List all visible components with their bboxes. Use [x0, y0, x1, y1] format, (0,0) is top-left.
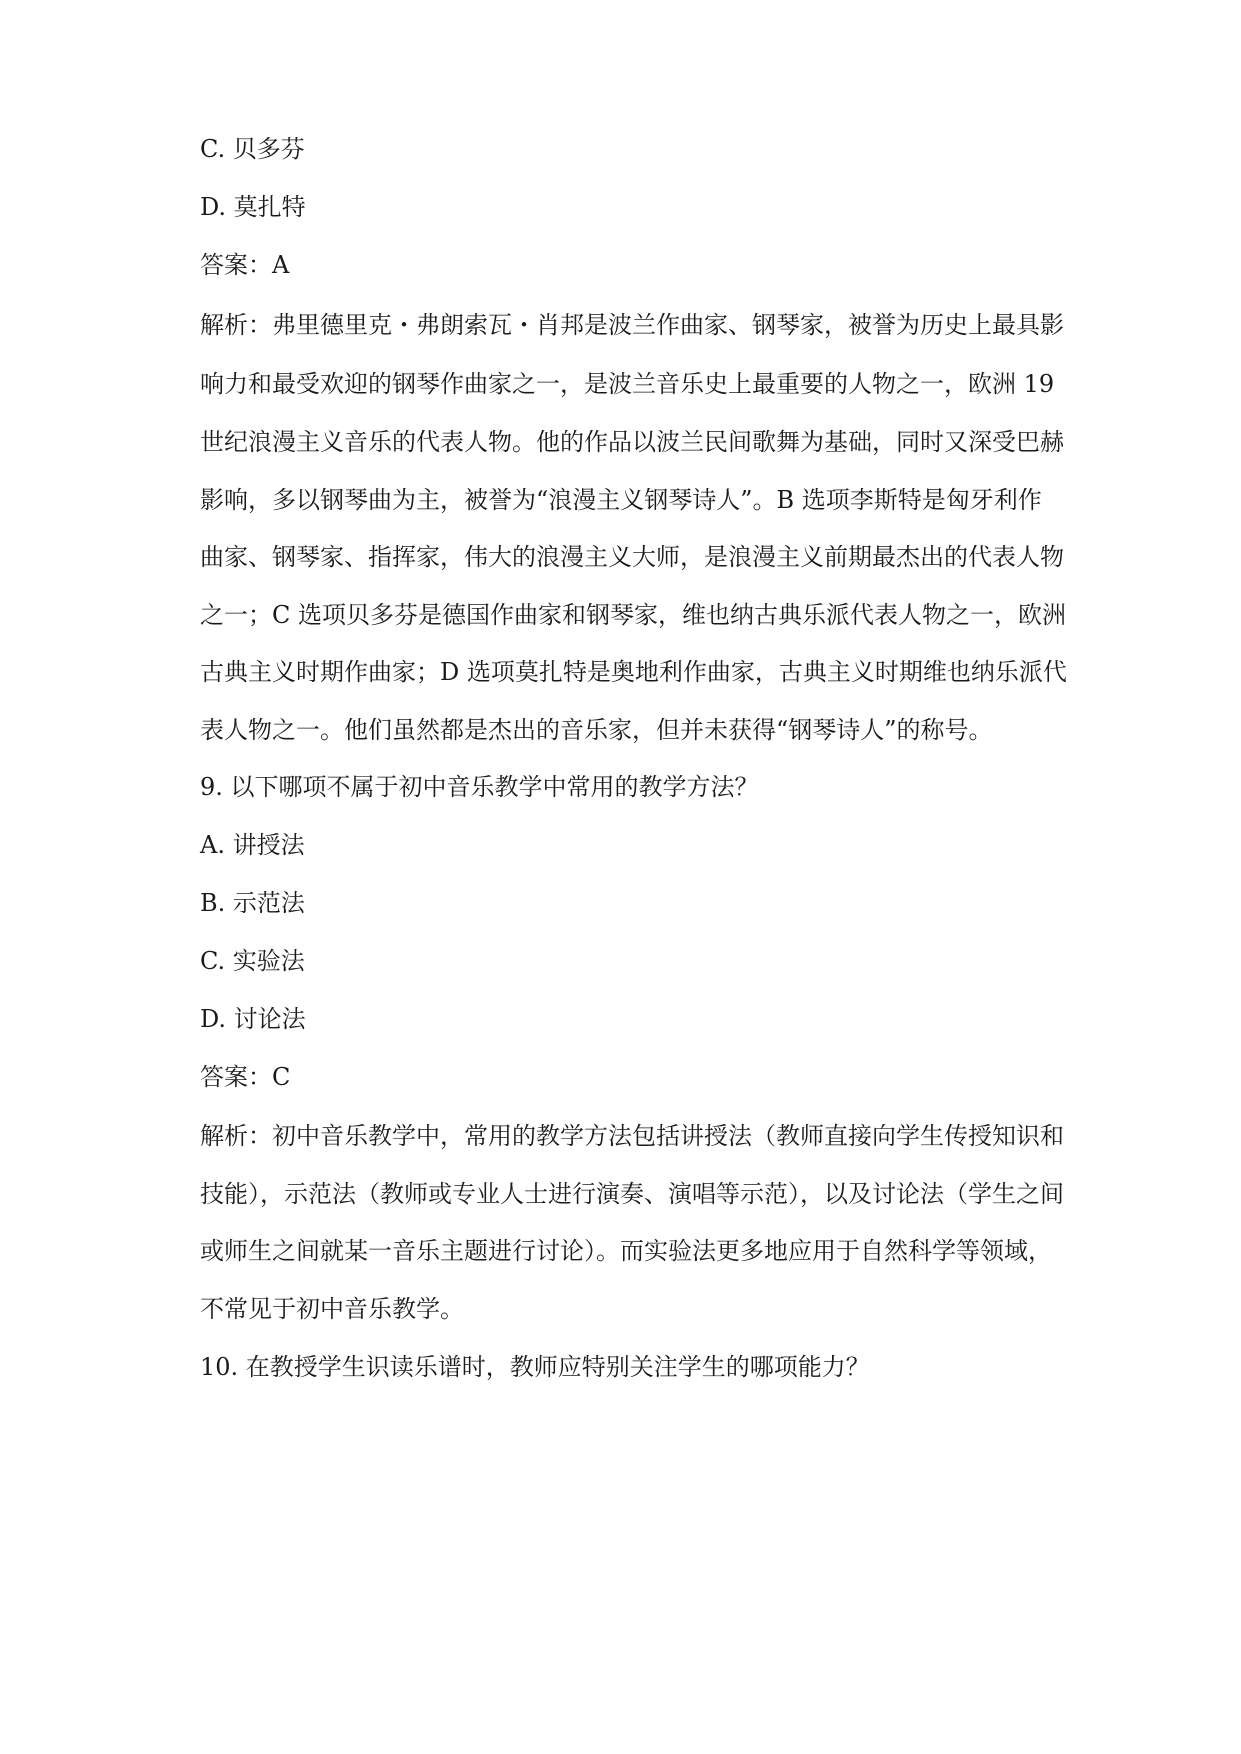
explanation-line: 古典主义时期作曲家；D 选项莫扎特是奥地利作曲家，古典主义时期维也纳乐派代 [200, 658, 1067, 686]
explanation-line: 曲家、钢琴家、指挥家，伟大的浪漫主义大师，是浪漫主义前期最杰出的代表人物 [200, 543, 1064, 571]
option-b-line: B. 示范法 [200, 889, 305, 917]
option-a-line: A. 讲授法 [200, 831, 305, 859]
explanation-line: 影响，多以钢琴曲为主，被誉为“浪漫主义钢琴诗人”。B 选项李斯特是匈牙利作 [200, 486, 1042, 514]
option-c-line: C. 实验法 [200, 947, 305, 975]
option-d-line: D. 莫扎特 [200, 193, 306, 221]
option-d-line: D. 讨论法 [200, 1005, 306, 1033]
option-c-line: C. 贝多芬 [200, 135, 305, 163]
explanation-line: 之一；C 选项贝多芬是德国作曲家和钢琴家，维也纳古典乐派代表人物之一，欧洲 [200, 601, 1066, 629]
explanation-line: 不常见于初中音乐教学。 [200, 1295, 464, 1323]
explanation-line: 技能），示范法（教师或专业人士进行演奏、演唱等示范），以及讨论法（学生之间 [200, 1180, 1064, 1208]
explanation-line: 解析：弗里德里克・弗朗索瓦・肖邦是波兰作曲家、钢琴家，被誉为历史上最具影 [200, 311, 1064, 339]
explanation-line: 或师生之间就某一音乐主题进行讨论）。而实验法更多地应用于自然科学等领域， [200, 1237, 1052, 1265]
answer-line: 答案：A [200, 251, 290, 279]
explanation-line: 响力和最受欢迎的钢琴作曲家之一，是波兰音乐史上最重要的人物之一，欧洲 19 [200, 370, 1055, 398]
answer-line: 答案：C [200, 1063, 291, 1091]
question-10-line: 10. 在教授学生识读乐谱时，教师应特别关注学生的哪项能力？ [200, 1353, 870, 1381]
question-9-line: 9. 以下哪项不属于初中音乐教学中常用的教学方法？ [200, 773, 759, 801]
explanation-line: 解析：初中音乐教学中，常用的教学方法包括讲授法（教师直接向学生传授知识和 [200, 1122, 1064, 1150]
explanation-line: 表人物之一。他们虽然都是杰出的音乐家，但并未获得“钢琴诗人”的称号。 [200, 716, 993, 744]
explanation-line: 世纪浪漫主义音乐的代表人物。他的作品以波兰民间歌舞为基础，同时又深受巴赫 [200, 428, 1064, 456]
